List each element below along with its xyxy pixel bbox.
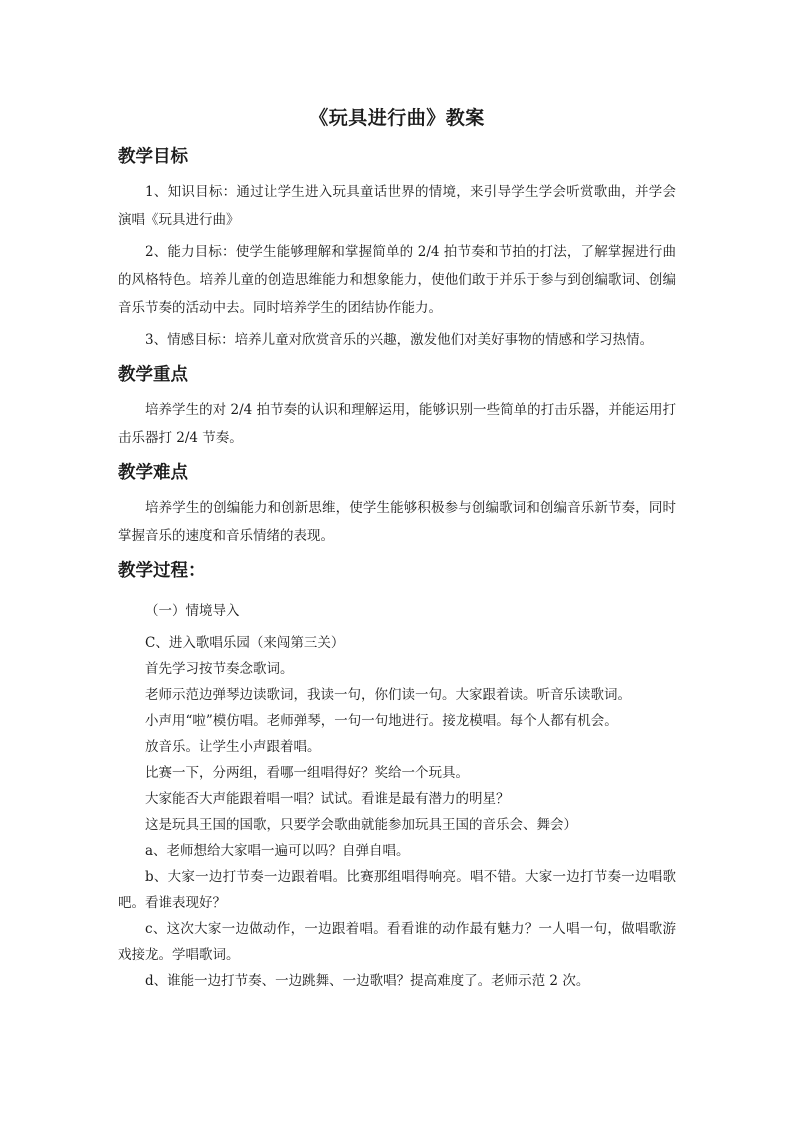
heading-teaching-goals: 教学目标 [118,147,188,167]
process-sub-item-c: c、这次大家一边做动作，一边跟着唱。看看谁的动作最有魅力？一人唱一句，做唱歌游戏接龙。学唱歌词。 [118,921,676,963]
process-sub-item-a: a、老师想给大家唱一遍可以吗？自弹自唱。 [145,843,410,859]
process-line: 这是玩具王国的国歌，只要学会歌曲就能参加玩具王国的音乐会、舞会） [145,817,577,833]
heading-difficulties: 教学难点 [118,463,188,483]
process-line: 放音乐。让学生小声跟着唱。 [145,739,321,755]
process-line: 老师示范边弹琴边读歌词，我读一句，你们读一句。大家跟着读。听音乐读歌词。 [145,687,631,703]
process-sub-item-d: d、谁能一边打节奏、一边跳舞、一边歌唱？提高难度了。老师示范 2 次。 [145,973,590,989]
process-line: （一）情境导入 [145,603,240,619]
process-line: 大家能否大声能跟着唱一唱？试试。看谁是最有潜力的明星？ [145,791,510,807]
heading-teaching-process: 教学过程： [118,561,206,581]
process-line: 小声用“啦”模仿唱。老师弹琴，一句一句地进行。接龙模唱。每个人都有机会。 [145,713,618,729]
goal-ability: 2、能力目标：使学生能够理解和掌握简单的 2/4 拍节奏和节拍的打法，了解掌握进行曲的风格特色。培养儿童的创造思维能力和想象能力，使他们敢于并乐于参与到创编歌词、创编音乐节奏的活动中去。同时培养学生的团结协作能力。 [118,244,676,316]
key-points-text: 培养学生的对 2/4 拍节奏的认识和理解运用，能够识别一些简单的打击乐器，并能运用打击乐器打 2/4 节奏。 [118,402,676,446]
process-line: 首先学习按节奏念歌词。 [145,661,294,677]
goal-knowledge: 1、知识目标：通过让学生进入玩具童话世界的情境，来引导学生学会听赏歌曲，并学会演唱《玩具进行曲》 [118,184,676,228]
process-line: C、进入歌唱乐园（来闯第三关） [145,635,345,651]
goal-emotion: 3、情感目标：培养儿童对欣赏音乐的兴趣，激发他们对美好事物的情感和学习热情。 [145,332,654,348]
document-title: 《玩具进行曲》教案 [309,107,485,129]
difficulties-text: 培养学生的创编能力和创新思维，使学生能够积极参与创编歌词和创编音乐新节奏，同时掌握音乐的速度和音乐情绪的表现。 [118,500,676,544]
heading-key-points: 教学重点 [118,365,188,385]
lesson-plan-page [118,100,676,994]
process-sub-item-b: b、大家一边打节奏一边跟着唱。比赛那组唱得响亮。唱不错。大家一边打节奏一边唱歌吧。看谁表现好？ [118,869,676,911]
process-line: 比赛一下，分两组，看哪一组唱得好？奖给一个玩具。 [145,765,469,781]
